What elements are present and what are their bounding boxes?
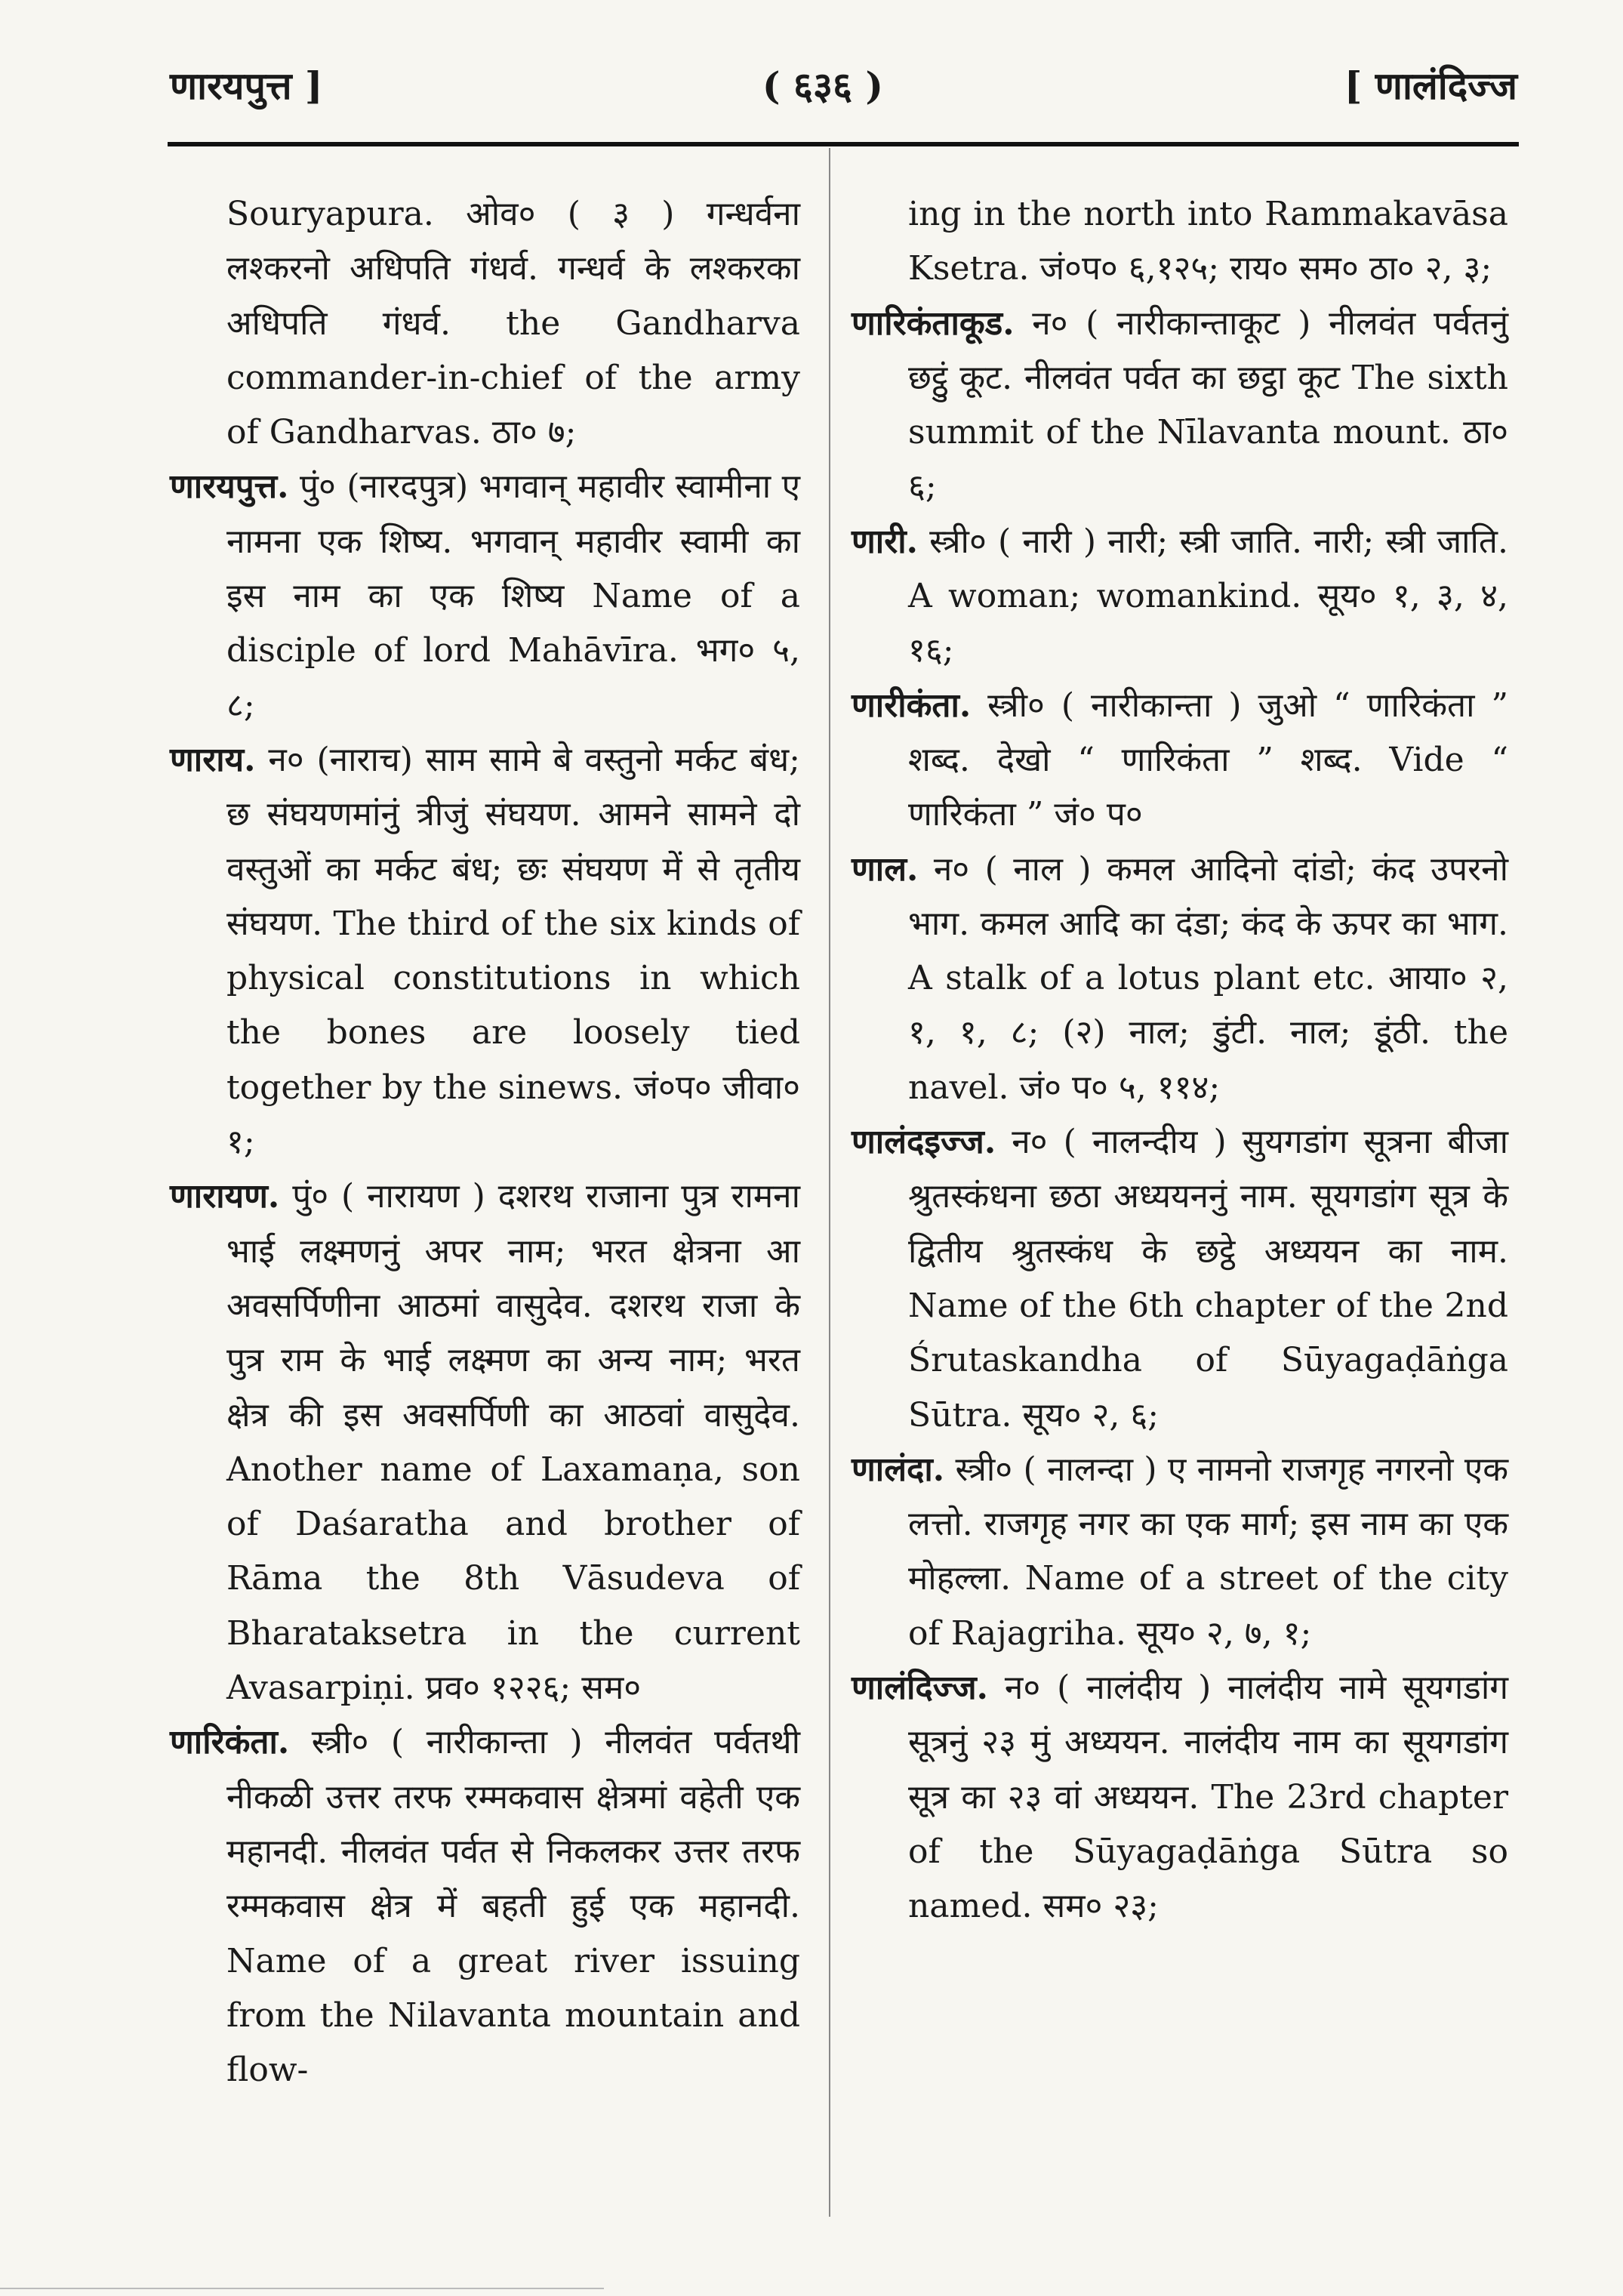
entry-headword: णाल. bbox=[852, 849, 919, 889]
entry-headword: णारयपुत्त. bbox=[170, 467, 289, 507]
header-rule bbox=[168, 142, 1519, 146]
entry-text: स्त्री० ( नारी ) नारी; स्त्री जाति. नारी; स्त्री जाति. A woman; womankind. सूय० १, ३, ४, १६; bbox=[908, 522, 1508, 670]
page-number: ( ६३६ ) bbox=[762, 63, 884, 108]
entry-headword: णारिकंता. bbox=[170, 1723, 290, 1762]
entry-headword: णारिकंताकूड. bbox=[852, 304, 1015, 343]
right-column bbox=[852, 187, 1508, 1934]
dictionary-entry bbox=[852, 843, 1508, 1115]
entry-text: स्त्री० ( नारीकान्ता ) जुओ “ णारिकंता ” शब्द. देखो “ णारिकंता ” शब्द. Vide “ णारिकंता ” जं० प० bbox=[908, 686, 1508, 834]
dictionary-entry bbox=[852, 679, 1508, 843]
entry-headword: णालंदइज्ज. bbox=[852, 1123, 996, 1162]
entry-headword: णालंदिज्ज. bbox=[852, 1669, 988, 1708]
dictionary-entry bbox=[852, 297, 1508, 515]
dictionary-entry bbox=[170, 1715, 800, 2097]
header-left: णारयपुत्त ] bbox=[170, 63, 323, 108]
entry-headword: णाराय. bbox=[170, 740, 256, 779]
dictionary-entry bbox=[170, 187, 800, 460]
entry-text: स्त्री० ( नारीकान्ता ) नीलवंत पर्वतथी नीकळी उत्तर तरफ रम्मकवास क्षेत्रमां वहेती एक महानदी. नीलवंत पर्वत से निकलकर उत्तर तरफ रम्मकवास क्षेत्र में बहती हुई एक महानदी. Name of a great river issuing from the Nilavanta mountain and flow- bbox=[226, 1723, 800, 2090]
footer-rule bbox=[0, 2288, 604, 2289]
entry-text: स्त्री० ( नालन्दा ) ए नामनो राजगृह नगरनो एक लत्तो. राजगृह नगर का एक मार्ग; इस नाम का एक मोहल्ला. Name of a street of the city of Rajagriha. सूय० २, ७, १; bbox=[908, 1450, 1508, 1653]
entry-text: न० (नाराच) साम सामे बे वस्तुनो मर्कट बंध; छ संघयणमांनुं त्रीजुं संघयण. आमने सामने दो वस्तुओं का मर्कट बंध; छः संघयण में से तृतीय संघयण. The third of the six kinds of physical constitutions in which the bones are loosely tied together by the sinews. जं०प० जीवा० १; bbox=[226, 740, 800, 1162]
entry-text: न० ( नारीकान्ताकूट ) नीलवंत पर्वतनुं छट्ठुं कूट. नीलवंत पर्वत का छट्ठा कूट The sixth summit of the Nīlavanta mount. ठा० ६; bbox=[908, 304, 1508, 507]
dictionary-entry bbox=[170, 733, 800, 1170]
dictionary-entry bbox=[852, 1115, 1508, 1443]
dictionary-entry bbox=[852, 515, 1508, 679]
dictionary-entry bbox=[852, 1661, 1508, 1934]
header-right: [ णालंदिज्ज bbox=[1344, 63, 1517, 108]
entry-text: ing in the north into Rammakavāsa Ksetra. जं०प० ६,१२५; राय० सम० ठा० २, ३; bbox=[908, 195, 1508, 288]
dictionary-entry bbox=[852, 1443, 1508, 1661]
entry-text: Souryapura. ओव० ( ३ ) गन्धर्वना लश्करनो अधिपति गंधर्व. गन्धर्व के लश्करका अधिपति गंधर्व. the Gandharva commander-in-chief of the army of Gandharvas. ठा० ७; bbox=[226, 195, 800, 452]
dictionary-entry bbox=[170, 1170, 800, 1715]
dictionary-entry bbox=[170, 460, 800, 732]
entry-text: पुं० (नारदपुत्र) भगवान् महावीर स्वामीना ए नामना एक शिष्य. भगवान् महावीर स्वामी का इस नाम का एक शिष्य Name of a disciple of lord Mahāvīra. भग० ५, ८; bbox=[226, 467, 800, 725]
entry-headword: णारीकंता. bbox=[852, 686, 972, 725]
entry-text: न० ( नालन्दीय ) सुयगडांग सूत्रना बीजा श्रुतस्कंधना छठा अध्ययननुं नाम. सूयगडांग सूत्र के द्वितीय श्रुतस्कंध के छट्ठे अध्ययन का नाम. Name of the 6th chapter of the 2nd Śrutaskandha of Sūyagaḍāṅga Sūtra. सूय० २, ६; bbox=[908, 1123, 1508, 1435]
column-divider bbox=[829, 148, 830, 2217]
dictionary-entry bbox=[852, 187, 1508, 297]
left-column bbox=[170, 187, 800, 2097]
entry-headword: णालंदा. bbox=[852, 1450, 945, 1489]
entry-text: पुं० ( नारायण ) दशरथ राजाना पुत्र रामना भाई लक्ष्मणनुं अपर नाम; भरत क्षेत्रना आ अवसर्पिणीना आठमां वासुदेव. दशरथ राजा के पुत्र राम के भाई लक्ष्मण का अन्य नाम; भरत क्षेत्र की इस अवसर्पिणी का आठवां वासुदेव. Another name of Laxamaṇa, son of Daśaratha and brother of Rāma the 8th Vāsudeva of Bharataksetra in the current Avasarpiṇi. प्रव० १२२६; सम० bbox=[226, 1177, 800, 1708]
entry-text: न० ( नाल ) कमल आदिनो दांडो; कंद उपरनो भाग. कमल आदि का दंडा; कंद के ऊपर का भाग. A stalk of a lotus plant etc. आया० २, १, १, ८; (२) नाल; डुंटी. नाल; डूंठी. the navel. जं० प० ५, ११४; bbox=[908, 849, 1508, 1107]
entry-headword: णारायण. bbox=[170, 1177, 280, 1216]
entry-headword: णारी. bbox=[852, 522, 918, 561]
entry-text: न० ( नालंदीय ) नालंदीय नामे सूयगडांग सूत्रनुं २३ मुं अध्ययन. नालंदीय नाम का सूयगडांग सूत्र का २३ वां अध्ययन. The 23rd chapter of the Sūyagaḍāṅga Sūtra so named. सम० २३; bbox=[908, 1669, 1508, 1926]
